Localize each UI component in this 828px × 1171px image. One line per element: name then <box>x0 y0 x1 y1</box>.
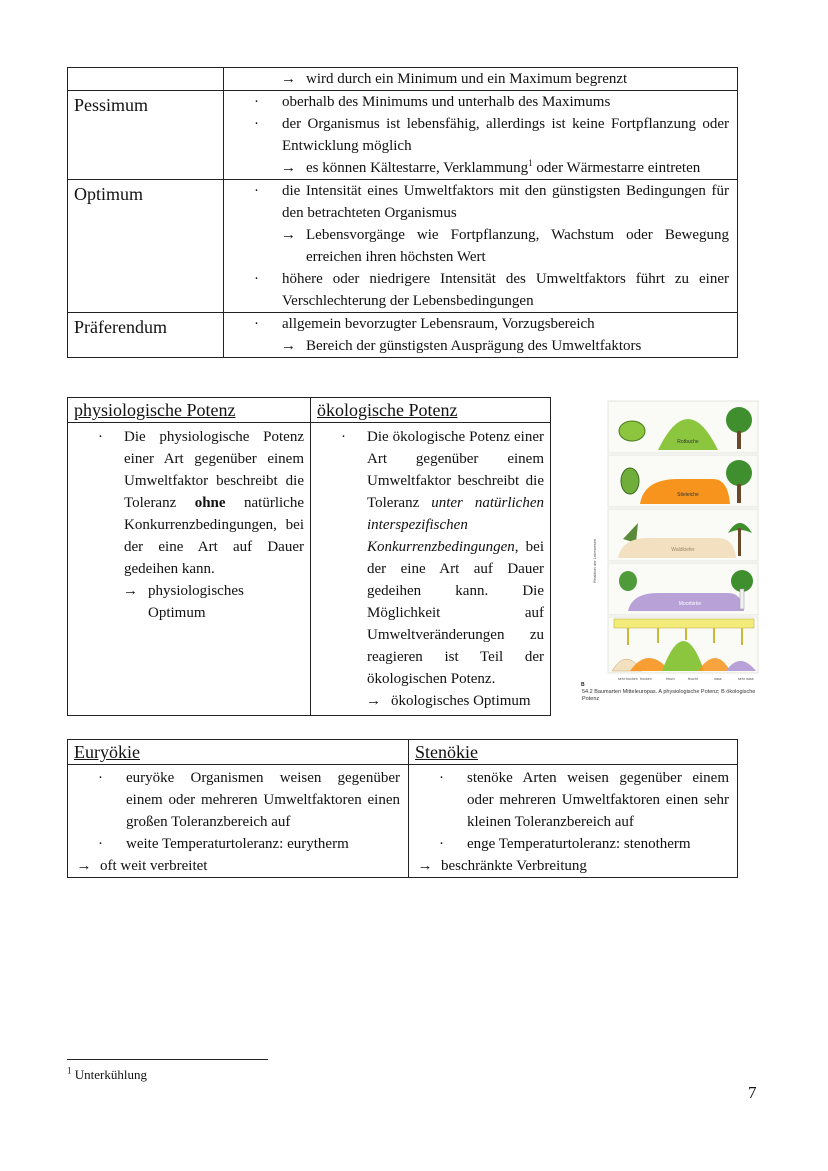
tree-potenz-figure <box>578 393 760 711</box>
bullet-text: euryöke Organismen weisen gegenüber einem oder mehreren Umweltfaktoren einen großen Toleranzbereich auf <box>126 770 400 830</box>
text-part: oder Wärmestarre eintreten <box>532 160 701 176</box>
bullet-icon: · <box>254 116 259 132</box>
text-bold: ohne <box>194 495 226 511</box>
arrow-icon: → <box>76 858 92 874</box>
page-number: 7 <box>748 1083 757 1102</box>
table-row <box>68 765 738 878</box>
text-part: Die physiologische Potenz einer Art gegenüber einem Umweltfaktor beschreibt die Toleranz <box>124 429 304 511</box>
term-cell-empty <box>68 68 224 91</box>
arrow-icon: → <box>417 858 433 874</box>
y-axis-label: Reaktion der Lebewesen <box>592 538 597 583</box>
header-physiologische-potenz: physiologische Potenz <box>68 398 311 423</box>
tree-trunk <box>737 431 741 449</box>
bullet-icon: · <box>439 836 444 852</box>
stenoekie-cell <box>409 765 738 878</box>
arrow-icon: → <box>366 693 381 709</box>
bullet-icon: · <box>98 770 103 786</box>
bullet-text: enge Temperaturtoleranz: stenotherm <box>467 836 691 852</box>
table-header-row <box>68 398 551 423</box>
bullet-text: stenöke Arten weisen gegenüber einem oder mehreren Umweltfaktoren einen sehr kleinen Toleranzbereich auf <box>467 770 729 830</box>
text-italic: unter natürlichen interspezifischen Konkurrenzbedingungen <box>367 495 544 555</box>
text-part: natürliche Konkurrenzbedingungen, bei der eine Art auf Dauer gedeihen kann. <box>124 495 304 577</box>
leaf-icon <box>619 421 645 441</box>
desc-cell <box>224 68 738 91</box>
x-tick: nass <box>714 677 722 681</box>
bullet-icon: · <box>98 836 103 852</box>
desc-cell <box>224 91 738 180</box>
text-part: es können Kältestarre, Verklammung <box>306 160 529 176</box>
label-stieleiche: Stieleiche <box>677 492 699 498</box>
arrow-text: oft weit verbreitet <box>100 858 208 874</box>
bullet-text: allgemein bevorzugter Lebensraum, Vorzugsbereich <box>282 316 595 332</box>
table-row <box>68 423 551 716</box>
header-euryoekie: Euryökie <box>68 740 409 765</box>
bullet-text: der Organismus ist lebensfähig, allerdings ist keine Fortpflanzung oder Entwicklung möglich <box>282 116 729 154</box>
tree-trunk <box>738 528 741 556</box>
table-header-row <box>68 740 738 765</box>
footnote-ref: 1 <box>528 158 533 168</box>
header-oekologische-potenz: ökologische Potenz <box>311 398 551 423</box>
leaf-icon <box>621 468 639 494</box>
desc-cell <box>224 313 738 358</box>
physiologische-cell <box>68 423 311 716</box>
bullet-icon: · <box>254 271 259 287</box>
bullet-icon: · <box>254 316 259 332</box>
term-praeferendum: Präferendum <box>68 313 224 358</box>
leaf-icon <box>619 571 637 591</box>
table-row <box>68 180 738 313</box>
label-rotbuche: Rotbuche <box>677 439 699 445</box>
row-text: wird durch ein Minimum und ein Maximum begrenzt <box>306 71 628 87</box>
arrow-text <box>306 157 729 179</box>
arrow-text: Lebensvorgänge wie Fortpflanzung, Wachstum oder Bewegung erreichen ihren höchsten Wert <box>306 227 729 265</box>
label-moorbirke: Moorbirke <box>678 601 702 607</box>
bullet-text: oberhalb des Minimums und unterhalb des Maximums <box>282 94 611 110</box>
label-waldkiefer: Waldkiefer <box>671 547 695 553</box>
oekologische-cell <box>311 423 551 716</box>
x-tick: sehr trocken <box>618 677 638 681</box>
footnote <box>67 1066 147 1084</box>
header-stenoekie: Stenökie <box>409 740 738 765</box>
table-row <box>68 68 738 91</box>
arrow-icon: → <box>281 71 296 87</box>
x-tick: frisch <box>666 677 675 681</box>
arrow-icon: → <box>281 227 296 243</box>
panel-letter: B <box>581 682 585 688</box>
tree-icon <box>731 570 753 592</box>
figure-caption: 54.2 Baumarten Mitteleuropas. A physiologische Potenz; B ökologische Potenz <box>582 689 756 702</box>
yellow-bar <box>614 619 754 628</box>
potenz-terms-table <box>67 67 738 358</box>
arrow-text: physiologisches Optimum <box>148 583 244 621</box>
arrow-text: beschränkte Verbreitung <box>441 858 587 874</box>
tree-trunk <box>737 484 741 503</box>
footnote-text: Unterkühlung <box>74 1067 147 1082</box>
bullet-text: weite Temperaturtoleranz: eurytherm <box>126 836 349 852</box>
arrow-icon: → <box>281 160 296 176</box>
term-pessimum: Pessimum <box>68 91 224 180</box>
potenz-comparison-table <box>67 397 551 716</box>
arrow-icon: → <box>281 338 296 354</box>
tree-icon <box>726 460 752 486</box>
desc-cell <box>224 180 738 313</box>
oekie-table <box>67 739 738 878</box>
tree-trunk <box>740 589 744 609</box>
bullet-text <box>367 426 544 690</box>
arrow-icon: → <box>123 583 138 599</box>
x-tick: sehr nass <box>738 677 754 681</box>
bullet-icon: · <box>341 429 346 445</box>
bullet-text: höhere oder niedrigere Intensität des Umweltfaktors führt zu einer Verschlechterung der Lebensbedingungen <box>282 271 729 309</box>
x-tick: feucht <box>688 677 698 681</box>
euryoekie-cell <box>68 765 409 878</box>
term-optimum: Optimum <box>68 180 224 313</box>
arrow-text: Bereich der günstigsten Ausprägung des Umweltfaktors <box>306 338 642 354</box>
bullet-icon: · <box>254 94 259 110</box>
footnote-rule <box>67 1059 268 1060</box>
arrow-text: ökologisches Optimum <box>391 693 531 709</box>
figure-graphic <box>578 393 760 711</box>
bullet-icon: · <box>439 770 444 786</box>
table-row <box>68 91 738 180</box>
bullet-text: die Intensität eines Umweltfaktors mit den günstigsten Bedingungen für den betrachteten Organismus <box>282 183 729 221</box>
tree-icon <box>726 407 752 433</box>
bullet-icon: · <box>98 429 103 445</box>
text-part: , bei der eine Art auf Dauer gedeihen kann. Die Möglichkeit auf Umweltveränderungen zu reagieren ist Teil der ökologischen Potenz. <box>367 539 544 687</box>
bullet-icon: · <box>254 183 259 199</box>
bullet-text <box>124 426 304 580</box>
footnote-number: 1 <box>67 1065 72 1076</box>
table-row <box>68 313 738 358</box>
x-tick: trocken <box>640 677 652 681</box>
text-part: Die ökologische Potenz einer Art gegenüber einem Umweltfaktor beschreibt die Toleranz <box>367 429 544 511</box>
